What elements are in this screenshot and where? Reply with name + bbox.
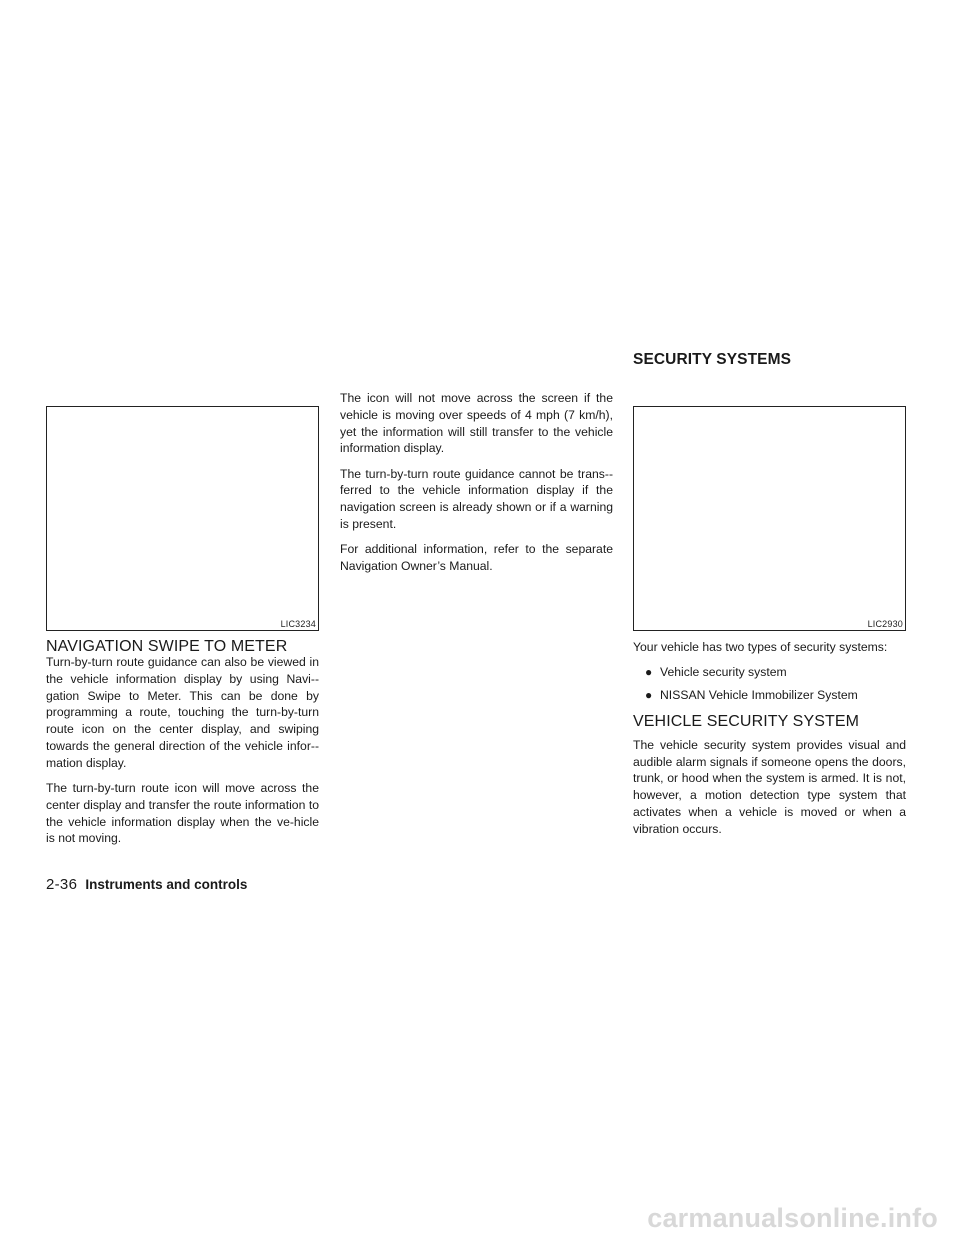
list-item-text: Vehicle security system — [660, 665, 787, 680]
figure-label: LIC3234 — [280, 619, 316, 629]
nav-swipe-paragraph-4: The turn-by-turn route guidance cannot be trans-ferred to the vehicle information display if the navigation screen is already shown or if a warning is present. — [340, 466, 613, 532]
security-types-list — [633, 664, 906, 704]
page-number: 2-36 — [46, 876, 78, 893]
security-intro: Your vehicle has two types of security systems: — [633, 640, 888, 654]
page-footer — [46, 876, 247, 893]
watermark: carmanualsonline.info — [0, 1176, 960, 1242]
figure-security-systems — [633, 406, 906, 631]
list-item — [633, 664, 906, 681]
vehicle-security-heading: VEHICLE SECURITY SYSTEM — [633, 712, 860, 730]
nav-swipe-heading: NAVIGATION SWIPE TO METER — [46, 638, 288, 655]
column-middle — [340, 390, 613, 583]
column-right — [633, 639, 906, 846]
nav-swipe-paragraph-5: For additional information, refer to the separate Navigation Owner’s Manual. — [340, 542, 613, 574]
chapter-title: Instruments and controls — [85, 877, 248, 892]
list-item — [633, 687, 906, 704]
bullet-icon: ● — [645, 688, 653, 703]
nav-swipe-paragraph-1: Turn-by-turn route guidance can also be viewed in the vehicle information display by using Navi-gation Swipe to Meter. This can be done by programming a route, touching the turn-by-turn route icon on the center display, and swiping towards the general direction of the vehicle infor-mation display. — [46, 655, 319, 770]
list-item-text: NISSAN Vehicle Immobilizer System — [660, 688, 858, 703]
nav-swipe-paragraph-2: The turn-by-turn route icon will move across the center display and transfer the route information to the vehicle information display when the ve-hicle is not moving. — [46, 781, 319, 846]
figure-navigation-swipe — [46, 406, 319, 631]
vehicle-security-paragraph: The vehicle security system provides visual and audible alarm signals if someone opens the doors, trunk, or hood when the system is armed. It is not, however, a motion detection type system that activates when a vehicle is moved or when a vibration occurs. — [633, 737, 906, 836]
bullet-icon: ● — [645, 665, 653, 680]
nav-swipe-paragraph-3: The icon will not move across the screen if the vehicle is moving over speeds of 4 mph (7 km/h), yet the information will still transfer to the vehicle information display. — [340, 391, 613, 456]
section-title: SECURITY SYSTEMS — [633, 351, 792, 368]
column-left — [46, 638, 319, 856]
figure-label: LIC2930 — [867, 619, 903, 629]
